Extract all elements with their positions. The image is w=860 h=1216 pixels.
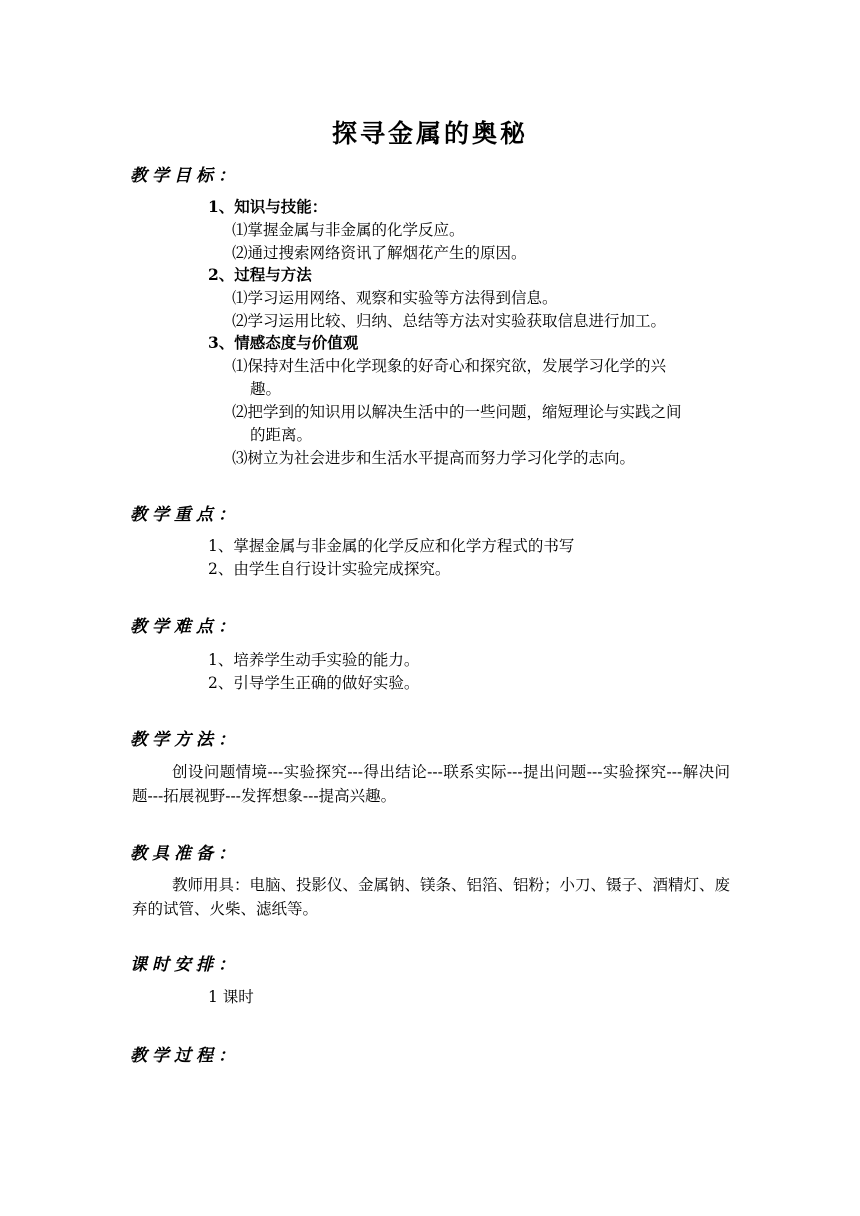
key-point-item: 2、由学生自行设计实验完成探究。 <box>208 560 451 578</box>
objectives-section-3-label: 3、情感态度与价值观 <box>208 333 359 352</box>
equipment-text: 教师用具：电脑、投影仪、金属钠、镁条、铝箔、铝粉；小刀、镊子、酒精灯、废弃的试管、火柴、滤纸等。 <box>132 876 731 918</box>
page-title: 探寻金属的奥秘 <box>331 119 528 148</box>
objectives-item-continued: 的距离。 <box>250 426 313 444</box>
objectives-heading: 教学目标： <box>130 166 240 186</box>
difficulties-heading: 教学难点： <box>130 617 240 637</box>
objectives-item: ⑵学习运用比较、归纳、总结等方法对实验获取信息进行加工。 <box>232 312 667 330</box>
process-heading: 教学过程： <box>130 1046 240 1066</box>
key-point-item: 1、掌握金属与非金属的化学反应和化学方程式的书写 <box>208 537 575 555</box>
methods-text: 创设问题情境---实验探究---得出结论---联系实际---提出问题---实验探究---解决问题---拓展视野---发挥想象---提高兴趣。 <box>132 763 730 805</box>
objectives-item: ⑴学习运用网络、观察和实验等方法得到信息。 <box>232 289 558 307</box>
equipment-heading: 教具准备： <box>130 844 240 864</box>
difficulty-item: 1、培养学生动手实验的能力。 <box>208 651 420 669</box>
objectives-section-1-label: 1、知识与技能： <box>208 197 328 216</box>
objectives-item: ⑴保持对生活中化学现象的好奇心和探究欲，发展学习化学的兴 <box>232 357 667 375</box>
methods-heading: 教学方法： <box>130 730 240 750</box>
difficulty-item: 2、引导学生正确的做好实验。 <box>208 674 420 692</box>
objectives-item: ⑵把学到的知识用以解决生活中的一些问题，缩短理论与实践之间 <box>232 403 682 421</box>
objectives-item-continued: 趣。 <box>250 380 282 398</box>
schedule-heading: 课时安排： <box>130 955 240 975</box>
objectives-item: ⑶树立为社会进步和生活水平提高而努力学习化学的志向。 <box>232 449 636 467</box>
key-points-heading: 教学重点： <box>130 505 240 525</box>
objectives-item: ⑴掌握金属与非金属的化学反应。 <box>232 221 465 239</box>
objectives-section-2-label: 2、过程与方法 <box>208 265 312 284</box>
schedule-text: 1 课时 <box>208 988 254 1006</box>
objectives-item: ⑵通过搜索网络资讯了解烟花产生的原因。 <box>232 244 527 262</box>
